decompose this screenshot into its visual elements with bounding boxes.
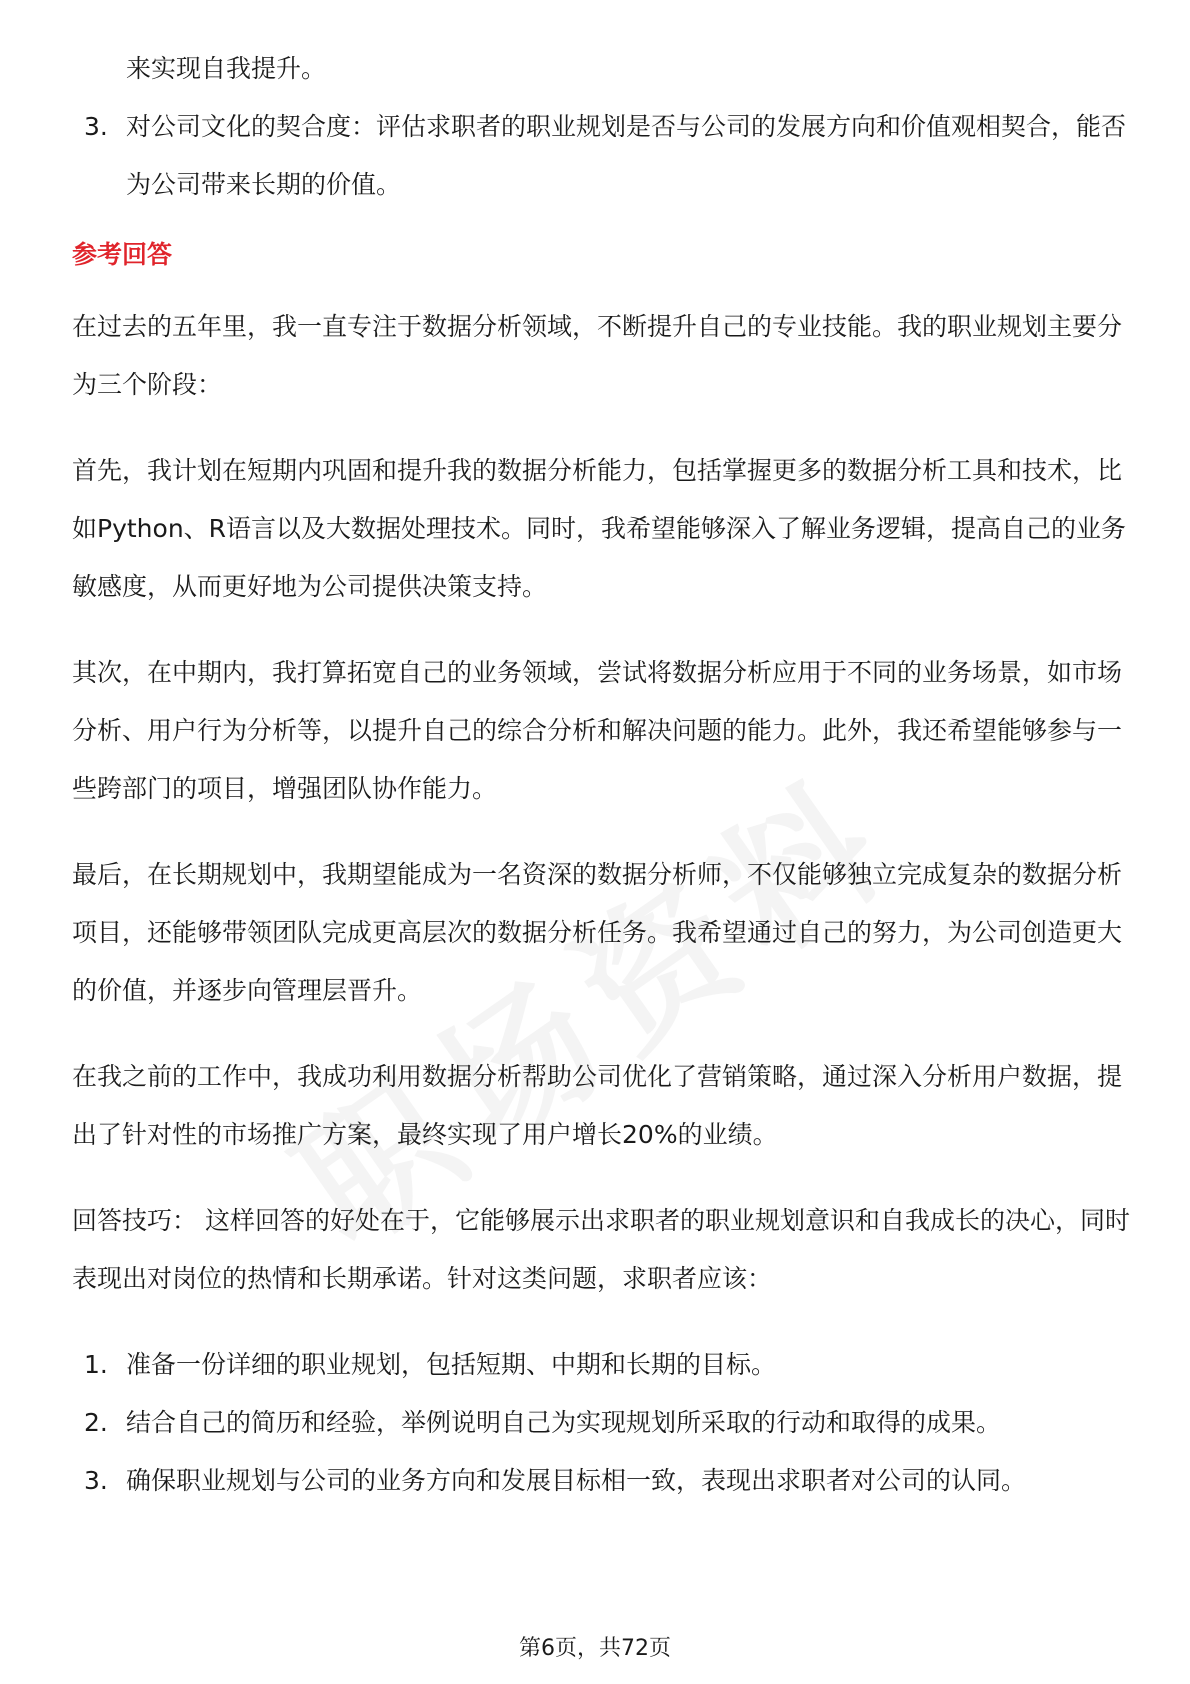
page-number-footer: 第6页，共72页 (519, 1636, 671, 1661)
list-item-number: 1. (84, 1350, 108, 1379)
paragraph-answer-tips: 回答技巧： 这样回答的好处在于，它能够展示出求职者的职业规划意识和自我成长的决心，同时表现出对岗位的热情和长期承诺。针对这类问题，求职者应该： (72, 1206, 1130, 1293)
tips-list (72, 1336, 1132, 1510)
page-content (72, 40, 1132, 1510)
list-item-number: 2. (84, 1408, 108, 1437)
list-item-continuation: 来实现自我提升。 (126, 54, 327, 83)
list-item-number: 3. (84, 1466, 108, 1495)
list-item-text: 对公司文化的契合度：评估求职者的职业规划是否与公司的发展方向和价值观相契合，能否为公司带来长期的价值。 (126, 112, 1127, 199)
paragraph-achievement: 在我之前的工作中，我成功利用数据分析帮助公司优化了营销策略，通过深入分析用户数据，提出了针对性的市场推广方案，最终实现了用户增长20%的业绩。 (72, 1062, 1123, 1149)
list-item-text: 结合自己的简历和经验，举例说明自己为实现规划所采取的行动和取得的成果。 (126, 1408, 1002, 1437)
list-item-text: 确保职业规划与公司的业务方向和发展目标相一致，表现出求职者对公司的认同。 (126, 1466, 1027, 1495)
paragraph-mid-term: 其次，在中期内，我打算拓宽自己的业务领域，尝试将数据分析应用于不同的业务场景，如市场分析、用户行为分析等，以提升自己的综合分析和解决问题的能力。此外，我还希望能够参与一些跨部门的项目，增强团队协作能力。 (72, 658, 1123, 803)
list-item (72, 1452, 1132, 1510)
paragraph-short-term: 首先，我计划在短期内巩固和提升我的数据分析能力，包括掌握更多的数据分析工具和技术，比如Python、R语言以及大数据处理技术。同时，我希望能够深入了解业务逻辑，提高自己的业务敏感度，从而更好地为公司提供决策支持。 (72, 456, 1127, 601)
list-item (72, 98, 1132, 214)
list-item (72, 1394, 1132, 1452)
list-item-text: 准备一份详细的职业规划，包括短期、中期和长期的目标。 (126, 1350, 777, 1379)
section-heading: 参考回答 (72, 240, 173, 269)
paragraph-long-term: 最后，在长期规划中，我期望能成为一名资深的数据分析师，不仅能够独立完成复杂的数据分析项目，还能够带领团队完成更高层次的数据分析任务。我希望通过自己的努力，为公司创造更大的价值，并逐步向管理层晋升。 (72, 860, 1123, 1005)
list-item (72, 1336, 1132, 1394)
paragraph-intro: 在过去的五年里，我一直专注于数据分析领域，不断提升自己的专业技能。我的职业规划主要分为三个阶段： (72, 312, 1123, 399)
list-item-number: 3. (84, 112, 108, 141)
evaluation-criteria-list (72, 98, 1132, 214)
